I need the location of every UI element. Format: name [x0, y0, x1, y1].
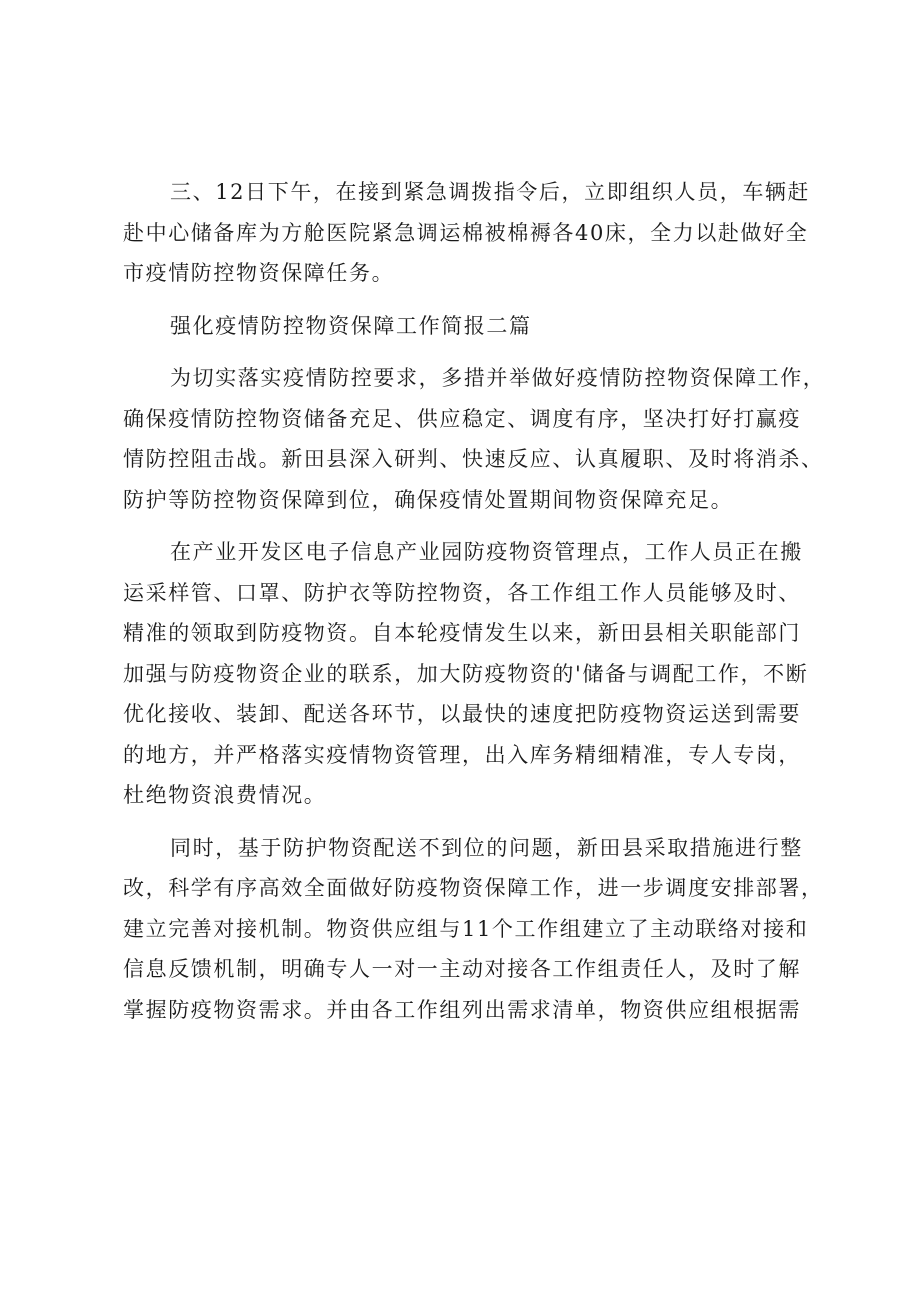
paragraph-line: 加强与防疫物资企业的联系，加大防疫物资的'储备与调配工作，不断 [123, 661, 809, 686]
paragraph-line: 市疫情防控物资保障任务。 [123, 261, 395, 285]
paragraph-line: 运采样管、口罩、防护衣等防控物资，各工作组工作人员能够及时、 [123, 580, 801, 605]
document-body [123, 172, 826, 1042]
paragraph-line: 确保疫情防控物资储备充足、供应稳定、调度有序，坚决打好打赢疫 [123, 406, 801, 431]
paragraph-rectification [123, 828, 823, 1031]
paragraph-line: 建立完善对接机制。物资供应组与11个工作组建立了主动联络对接和 [123, 916, 809, 941]
paragraph-line: 改，科学有序高效全面做好防疫物资保障工作，进一步调度安排部署， [123, 876, 824, 900]
section-heading [123, 306, 823, 347]
paragraph-emergency-dispatch [123, 172, 823, 294]
section-heading-text: 强化疫情防控物资保障工作简报二篇 [170, 313, 532, 338]
paragraph-line: 赴中心储备库为方舱医院紧急调运棉被棉褥各40床，全力以赴做好全 [123, 220, 809, 245]
paragraph-line: 防护等防控物资保障到位，确保疫情处置期间物资保障充足。 [123, 487, 734, 512]
paragraph-line: 的地方，并严格落实疫情物资管理，出入库务精细精准，专人专岗， [123, 742, 801, 767]
paragraph-management-point [123, 532, 823, 816]
paragraph-line: 掌握防疫物资需求。并由各工作组列出需求清单，物资供应组根据需 [123, 997, 801, 1022]
paragraph-intro [123, 358, 826, 520]
paragraph-line: 在产业开发区电子信息产业园防疫物资管理点，工作人员正在搬 [170, 540, 803, 564]
paragraph-line: 杜绝物资浪费情况。 [123, 783, 327, 807]
paragraph-line: 精准的领取到防疫物资。自本轮疫情发生以来，新田县相关职能部门 [123, 621, 801, 645]
paragraph-line: 优化接收、装卸、配送各环节，以最快的速度把防疫物资运送到需要 [123, 702, 801, 726]
paragraph-line: 情防控阻击战。新田县深入研判、快速反应、认真履职、及时将消杀、 [123, 447, 824, 471]
paragraph-line: 为切实落实疫情防控要求，多措并举做好疫情防控物资保障工作， [170, 366, 826, 390]
paragraph-line: 三、12日下午，在接到紧急调拨指令后，立即组织人员，车辆赶 [170, 180, 811, 204]
paragraph-line: 信息反馈机制，明确专人一对一主动对接各工作组责任人，及时了解 [123, 957, 801, 981]
paragraph-line: 同时，基于防护物资配送不到位的问题，新田县采取措施进行整 [170, 835, 803, 860]
